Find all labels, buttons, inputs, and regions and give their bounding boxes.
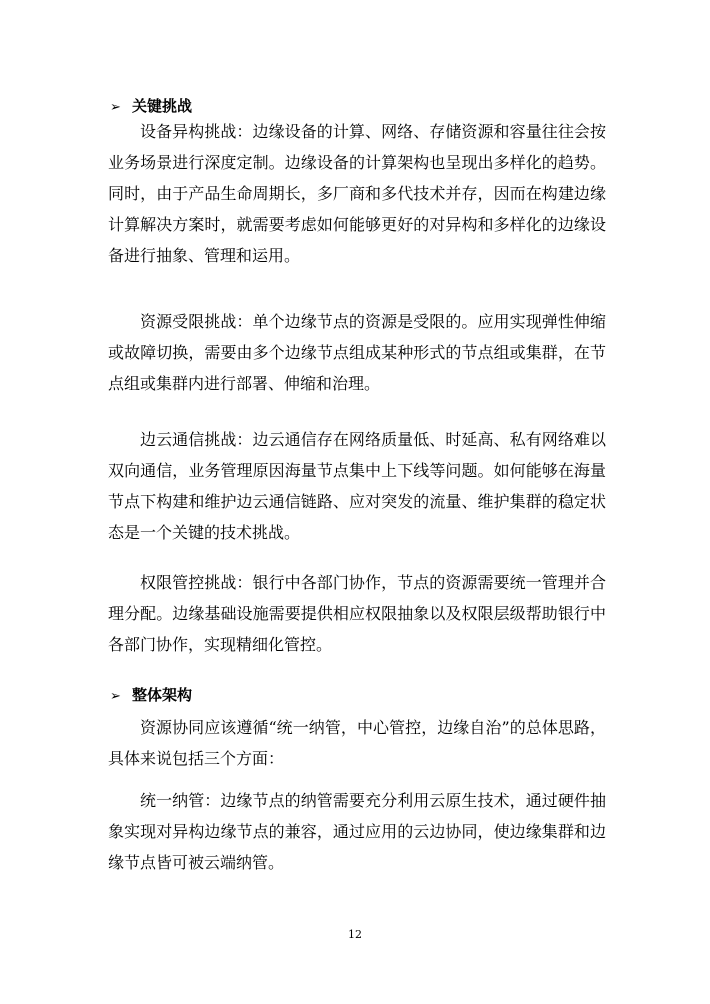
paragraph-resource-collaboration: 资源协同应该遵循“统一纳管，中心管控，边缘自治”的总体思路，具体来说包括三个方面： — [108, 718, 606, 768]
arrow-bullet-icon: ➢ — [110, 100, 121, 115]
paragraph-edge-cloud-communication: 边云通信挑战：边云通信存在网络质量低、时延高、私有网络难以双向通信，业务管理原因海量节点集中上下线等问题。如何能够在海量节点下构建和维护边云通信链路、应对突发的流量、维护集群的稳定状态是一个关键的技术挑战。 — [108, 430, 606, 542]
heading-overall-architecture — [110, 684, 192, 705]
arrow-bullet-icon: ➢ — [110, 689, 121, 704]
paragraph-permission-control: 权限管控挑战：银行中各部门协作，节点的资源需要统一管理并合理分配。边缘基础设施需要提供相应权限抽象以及权限层级帮助银行中各部门协作，实现精细化管控。 — [108, 573, 606, 654]
paragraph-device-heterogeneity: 设备异构挑战：边缘设备的计算、网络、存储资源和容量往往会按业务场景进行深度定制。边缘设备的计算架构也呈现出多样化的趋势。同时，由于产品生命周期长，多厂商和多代技术并存，因而在构建边缘计算解决方案时，就需要考虑如何能够更好的对异构和多样化的边缘设备进行抽象、管理和运用。 — [108, 122, 606, 265]
heading-key-challenges — [110, 95, 192, 116]
paragraph-resource-limits: 资源受限挑战：单个边缘节点的资源是受限的。应用实现弹性伸缩或故障切换，需要由多个边缘节点组成某种形式的节点组或集群，在节点组或集群内进行部署、伸缩和治理。 — [108, 312, 606, 393]
paragraph-unified-management: 统一纳管：边缘节点的纳管需要充分利用云原生技术，通过硬件抽象实现对异构边缘节点的兼容，通过应用的云边协同，使边缘集群和边缘节点皆可被云端纳管。 — [108, 791, 606, 872]
heading-text: 整体架构 — [132, 686, 193, 704]
page-number: 12 — [348, 928, 362, 941]
heading-text: 关键挑战 — [132, 97, 193, 115]
